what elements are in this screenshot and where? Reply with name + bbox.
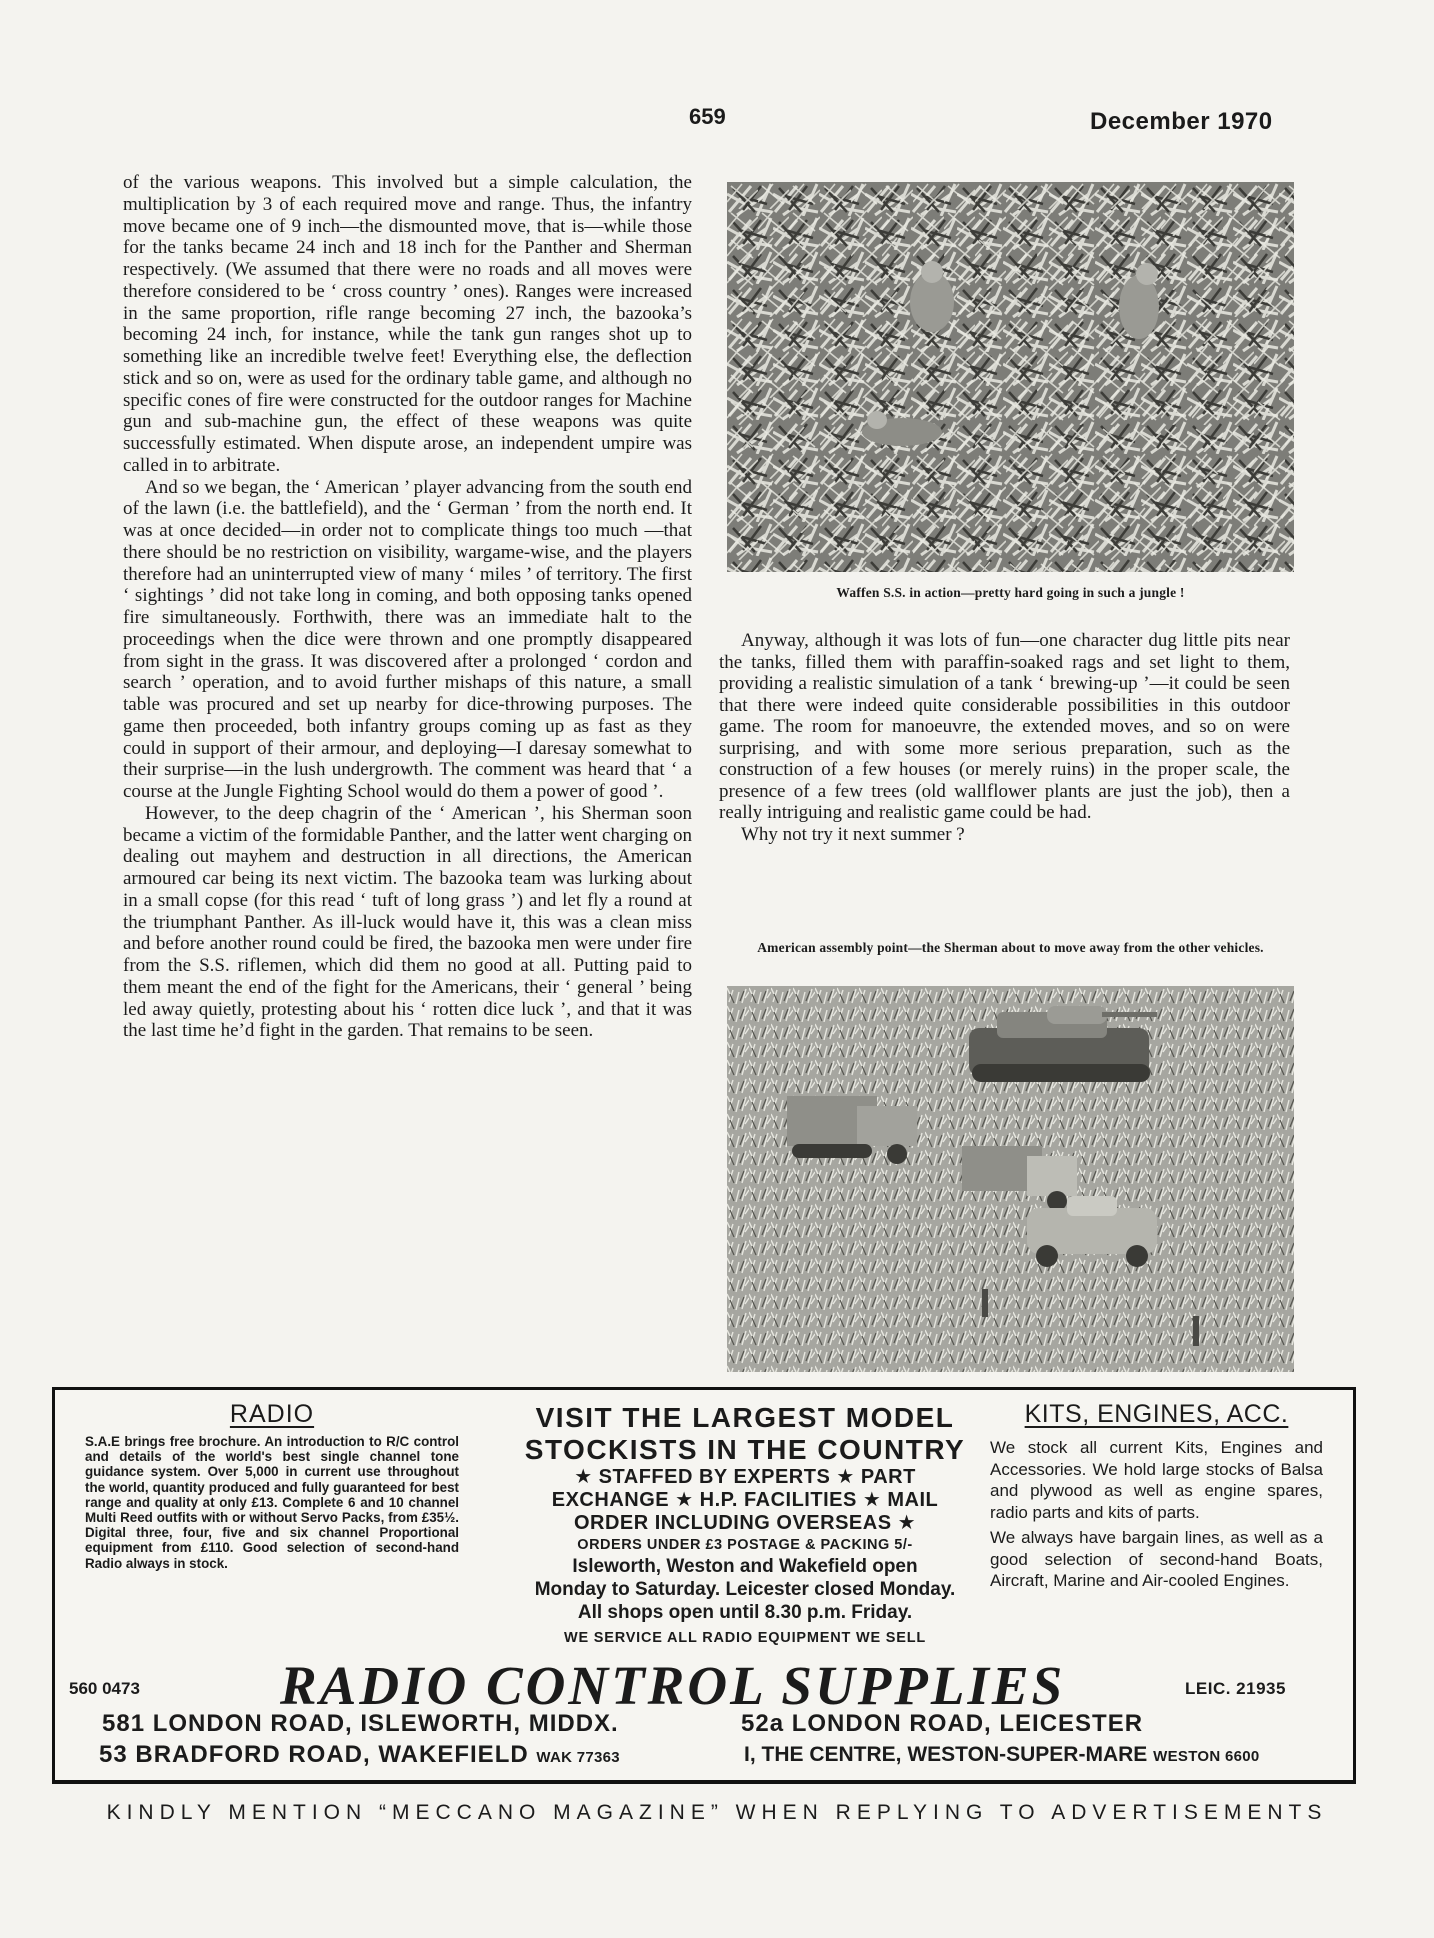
radio-text: S.A.E brings free brochure. An introduction to R/C control and details of the world's best single channel tone guidance system. Over 5,000 in current use throughout the world, quantity produced and fully guaranteed for best range and quality at only £13. Complete 6 and 10 channel Multi Reed outfits with or without Servo Packs, from £35½. Digital three, four, five and six channel Proportional equipment from £110. Good selection of second-hand Radio always in stock. <box>85 1434 459 1571</box>
phone-weston: WESTON 6600 <box>1153 1748 1260 1765</box>
address-isleworth: 581 LONDON ROAD, ISLEWORTH, MIDDX. <box>102 1710 619 1737</box>
services-line: ★ STAFFED BY EXPERTS ★ PART <box>574 1466 916 1488</box>
vehicles-photo <box>727 986 1294 1372</box>
address-wakefield-street: 53 BRADFORD ROAD, WAKEFIELD <box>99 1741 529 1768</box>
address-weston-street: I, THE CENTRE, WESTON-SUPER-MARE <box>744 1743 1148 1766</box>
halftrack <box>787 1096 917 1164</box>
service-line: WE SERVICE ALL RADIO EQUIPMENT WE SELL <box>563 1630 927 1646</box>
services-line: ORDER INCLUDING OVERSEAS ★ <box>573 1512 917 1534</box>
address-leicester: 52a LONDON ROAD, LEICESTER <box>741 1710 1144 1737</box>
article-left-column <box>123 172 692 1042</box>
article-paragraph: However, to the deep chagrin of the ‘ American ’, his Sherman soon became a victim of the formidable Panther, and the latter went charging on dealing out mayhem and destruction in all directions, the American armoured car being its next victim. The bazooka team was lurking about in a small copse (for this read ‘ tuft of long grass ’) and let fly a round at the triumphant Panther. As ill-luck would have it, this was a clean miss and before another round could be fired, the bazooka men were under fire from the S.S. riflemen, which did them no good at all. Putting paid to them meant the end of the fight for the Americans, their ‘ general ’ being led away quietly, protesting about his ‘ rotten dice luck ’, and that it was the last time he’d fight in the garden. That remains to be seen. <box>123 802 692 1042</box>
opening-hours-line: Monday to Saturday. Leicester closed Monday. <box>534 1579 956 1600</box>
phone-leicester: LEIC. 21935 <box>1185 1679 1286 1698</box>
article-paragraph: And so we began, the ‘ American ’ player advancing from the south end of the lawn (i.e. the battlefield), and the ‘ German ’ from the north end. It was at once decided—in order not to complicate things too much —that there should be no restriction on visibility, wargame-wise, and the players therefore had an uninterrupted view of many ‘ miles ’ of territory. The first ‘ sightings ’ did not take long in coming, and both opposing tanks opened fire simultaneously. Forthwith, there was an immediate halt to the proceedings when the dice were thrown and one promptly disappeared from sight in the grass. It was discovered after a prolonged ‘ cordon and search ’ operation, and to avoid further mishaps of this nature, a small table was procured and set up nearby for dice-throwing purposes. The game then proceeded, both infantry groups coming up as fast as they could in support of their armour, and deploying—I daresay somewhat to their surprise—in the lush undergrowth. The comment was heard that ‘ a course at the Jungle Fighting School would do them a power of good ’. <box>123 476 692 802</box>
page-number: 659 <box>689 104 726 129</box>
services-line: EXCHANGE ★ H.P. FACILITIES ★ MAIL <box>551 1489 939 1511</box>
opening-hours-line: All shops open until 8.30 p.m. Friday. <box>577 1602 913 1623</box>
article-paragraph: Anyway, although it was lots of fun—one character dug little pits near the tanks, filled them with paraffin-soaked rags and set light to them, providing a realistic simulation of a tank ‘ brewing-up ’—it could be seen that there were indeed quite considerable possibilities in this outdoor game. The room for manoeuvre, the extended moves, and so on were surprising, and with some more serious preparation, such as the construction of a few houses (or merely ruins) in the proper scale, the presence of a few trees (old wallflower plants are just the job), then a really intriguing and realistic game could be had. <box>719 630 1290 823</box>
visit-heading-line: VISIT THE LARGEST MODEL <box>535 1402 955 1433</box>
postage-line: ORDERS UNDER £3 POSTAGE & PACKING 5/- <box>577 1537 913 1553</box>
photo-caption-top: Waffen S.S. in action—pretty hard going in such a jungle ! <box>836 585 1185 600</box>
brand-name: RADIO CONTROL SUPPLIES <box>280 1655 1066 1716</box>
article-right-column <box>719 630 1290 845</box>
kits-text: We always have bargain lines, as well as a good selection of second-hand Boats, Aircraft, Marine and Air-cooled Engines. <box>990 1528 1323 1590</box>
phone-wakefield: WAK 77363 <box>536 1749 620 1766</box>
kits-heading: KITS, ENGINES, ACC. <box>1024 1400 1289 1428</box>
address-wakefield <box>99 1740 620 1773</box>
article-paragraph: Why not try it next summer ? <box>741 823 965 845</box>
photo-caption-bottom: American assembly point—the Sherman about to move away from the other vehicles. <box>757 940 1264 955</box>
radio-control-supplies-advert <box>52 1387 1356 1783</box>
address-weston <box>744 1740 1260 1772</box>
advert-bottom-rule <box>52 1780 1356 1784</box>
visit-heading-line: STOCKISTS IN THE COUNTRY <box>524 1434 966 1465</box>
radio-heading: RADIO <box>229 1400 315 1428</box>
footer-notice: KINDLY MENTION “MECCANO MAGAZINE” WHEN REPLYING TO ADVERTISEMENTS <box>106 1801 1328 1824</box>
radio-section <box>85 1400 459 1571</box>
visit-section <box>455 1402 1035 1650</box>
kits-section <box>990 1400 1323 1596</box>
article-paragraph: of the various weapons. This involved but a simple calculation, the multiplication by 3 of each required move and range. Thus, the infantry move became one of 9 inch—the dismounted move, that is—while those for the tanks became 24 inch and 18 inch for the Panther and Sherman respectively. (We assumed that there were no roads and all moves were therefore considered to be ‘ cross country ’ ones). Ranges were increased in the same proportion, rifle range becoming 27 inch, the bazooka’s becoming 24 inch, for instance, while the tank gun ranges shot up to something like an incredible twelve feet! Everything else, the deflection stick and so on, were as used for the ordinary table game, and although no specific cones of fire were constructed for the outdoor ranges for Machine gun and sub-machine gun, the effect of these weapons was quite successfully estimated. When dispute arose, an independent umpire was called in to arbitrate. <box>123 172 692 476</box>
opening-hours-line: Isleworth, Weston and Wakefield open <box>572 1556 918 1577</box>
phone-isleworth: 560 0473 <box>69 1679 140 1698</box>
issue-date: December 1970 <box>1090 108 1273 135</box>
kits-text: We stock all current Kits, Engines and Accessories. We hold large stocks of Balsa and plywood as well as engine spares, radio parts and kits of parts. <box>990 1438 1323 1522</box>
jungle-photo <box>727 182 1294 572</box>
